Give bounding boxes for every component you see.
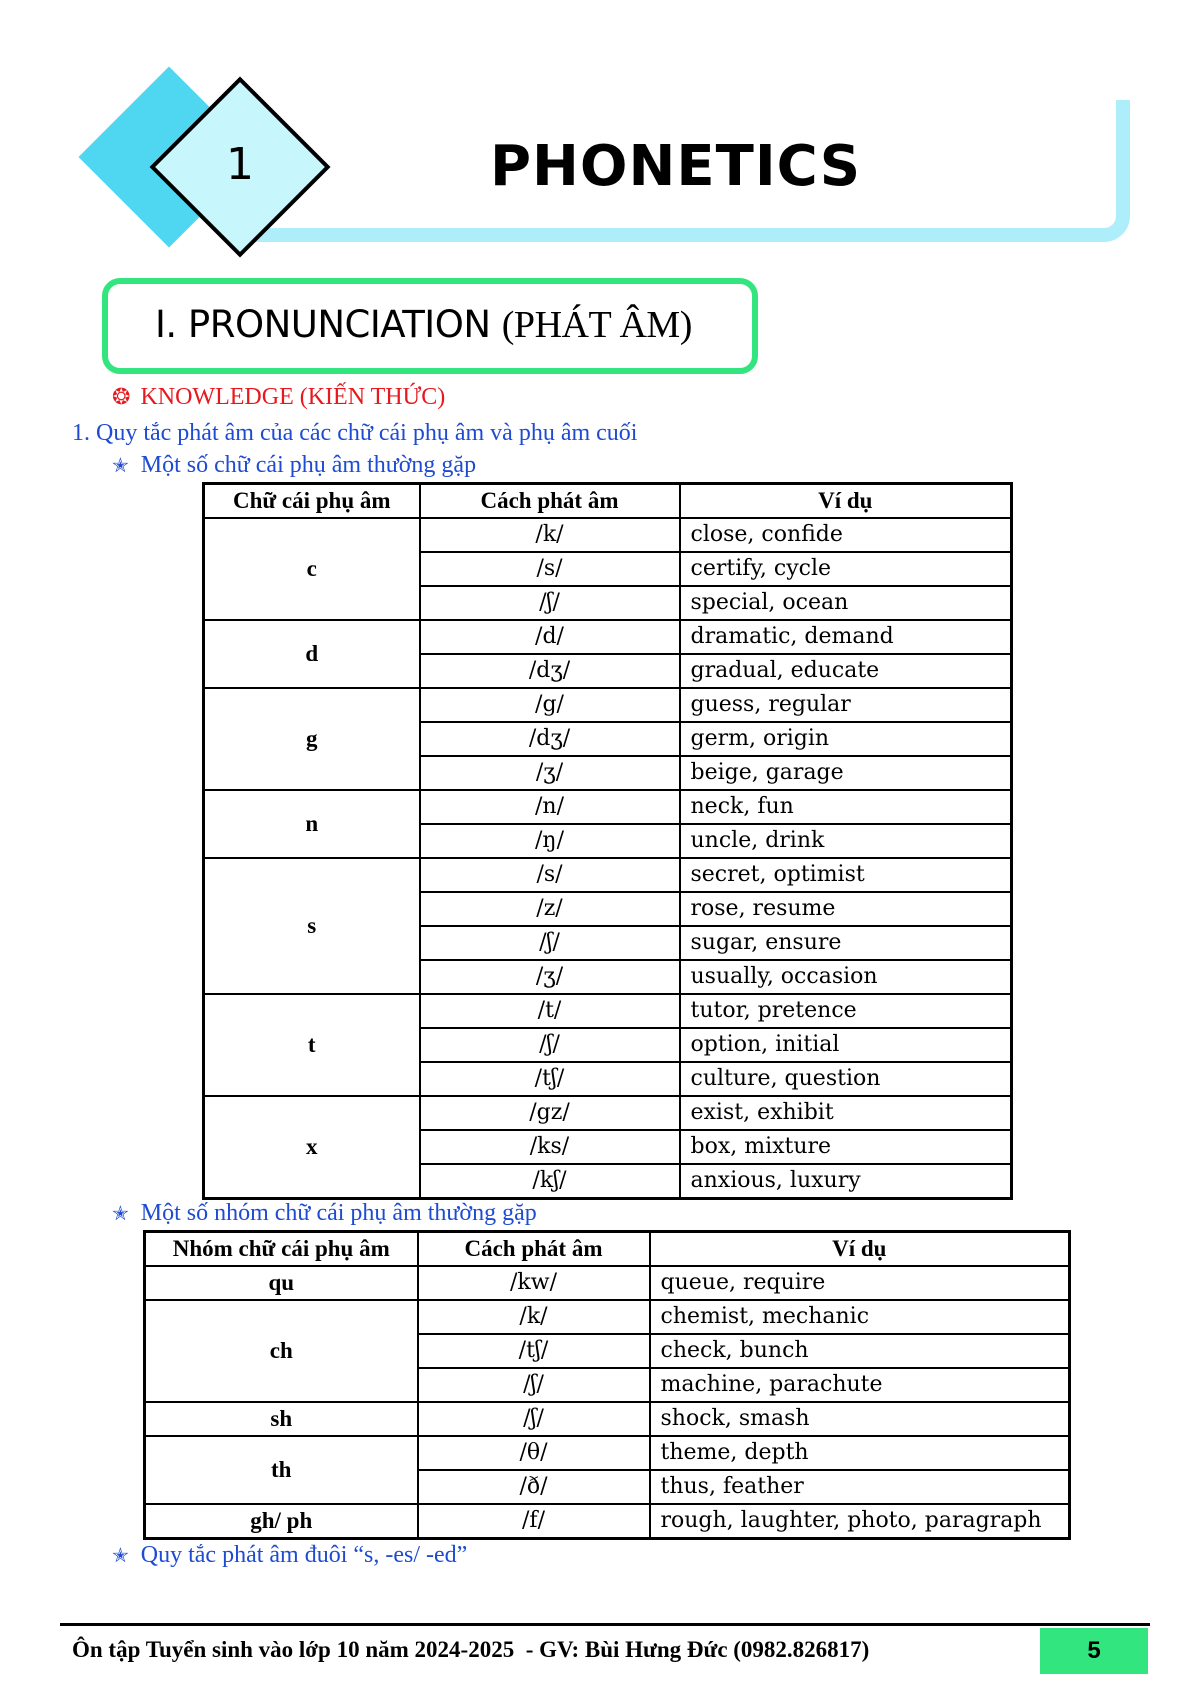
table-row (204, 790, 1012, 824)
pronunciation-cell: /ʒ/ (420, 960, 680, 994)
pronunciation-cell: /ŋ/ (420, 824, 680, 858)
letter-cell: g (204, 688, 420, 790)
star-bullet-icon: ✭ (112, 1203, 129, 1225)
example-cell: secret, optimist (680, 858, 1012, 892)
subheading-consonant-letters (112, 450, 476, 481)
pronunciation-cell: /ʃ/ (420, 926, 680, 960)
section-title-en: I. PRONUNCIATION (155, 303, 491, 346)
example-cell: gradual, educate (680, 654, 1012, 688)
pronunciation-cell: /ks/ (420, 1130, 680, 1164)
pronunciation-cell: /ʃ/ (420, 586, 680, 620)
knowledge-heading (112, 382, 445, 412)
column-header: Chữ cái phụ âm (204, 484, 420, 519)
pronunciation-cell: /f/ (418, 1504, 650, 1539)
letter-cell: x (204, 1096, 420, 1199)
section-title-vi: (PHÁT ÂM) (501, 304, 692, 346)
column-header: Ví dụ (650, 1232, 1070, 1267)
pronunciation-cell: /gz/ (420, 1096, 680, 1130)
table-row (145, 1402, 1070, 1436)
pronunciation-cell: /dʒ/ (420, 722, 680, 756)
chapter-title: PHONETICS (490, 134, 862, 199)
letter-cell: c (204, 518, 420, 620)
example-cell: box, mixture (680, 1130, 1012, 1164)
subheading-label: Một số chữ cái phụ âm thường gặp (140, 452, 477, 478)
letter-cell: th (145, 1436, 418, 1504)
table-row (204, 688, 1012, 722)
example-cell: special, ocean (680, 586, 1012, 620)
flower-bullet-icon: ❂ (112, 384, 131, 409)
pronunciation-cell: /g/ (420, 688, 680, 722)
letter-cell: s (204, 858, 420, 994)
pronunciation-cell: /s/ (420, 552, 680, 586)
example-cell: certify, cycle (680, 552, 1012, 586)
table-row (145, 1504, 1070, 1539)
pronunciation-cell: /tʃ/ (420, 1062, 680, 1096)
example-cell: culture, question (680, 1062, 1012, 1096)
column-header: Nhóm chữ cái phụ âm (145, 1232, 418, 1267)
letter-cell: qu (145, 1266, 418, 1300)
section-title (155, 300, 692, 350)
example-cell: machine, parachute (650, 1368, 1070, 1402)
table-row (145, 1300, 1070, 1334)
subheading-label: Quy tắc phát âm đuôi “s, -es/ -ed” (140, 1542, 468, 1568)
example-cell: dramatic, demand (680, 620, 1012, 654)
table-row (204, 858, 1012, 892)
letter-cell: d (204, 620, 420, 688)
example-cell: theme, depth (650, 1436, 1070, 1470)
table-row (204, 518, 1012, 552)
example-cell: tutor, pretence (680, 994, 1012, 1028)
pronunciation-cell: /ʃ/ (418, 1368, 650, 1402)
page-number: 5 (1040, 1628, 1148, 1674)
pronunciation-cell: /k/ (420, 518, 680, 552)
example-cell: rose, resume (680, 892, 1012, 926)
star-bullet-icon: ✭ (112, 1545, 129, 1567)
subheading-ending-rules (112, 1540, 467, 1571)
example-cell: chemist, mechanic (650, 1300, 1070, 1334)
pronunciation-cell: /s/ (420, 858, 680, 892)
example-cell: usually, occasion (680, 960, 1012, 994)
table-row (145, 1436, 1070, 1470)
table-row (204, 994, 1012, 1028)
example-cell: exist, exhibit (680, 1096, 1012, 1130)
pronunciation-cell: /ʃ/ (420, 1028, 680, 1062)
example-cell: queue, require (650, 1266, 1070, 1300)
table-header-row (145, 1232, 1070, 1267)
pronunciation-cell: /kw/ (418, 1266, 650, 1300)
table-header-row (204, 484, 1012, 519)
example-cell: anxious, luxury (680, 1164, 1012, 1199)
table-row (145, 1266, 1070, 1300)
knowledge-label: KNOWLEDGE (KIẾN THỨC) (140, 384, 446, 410)
subheading-consonant-groups (112, 1198, 537, 1229)
table-row (204, 1096, 1012, 1130)
letter-cell: ch (145, 1300, 418, 1402)
example-cell: guess, regular (680, 688, 1012, 722)
example-cell: thus, feather (650, 1470, 1070, 1504)
pronunciation-cell: /ð/ (418, 1470, 650, 1504)
example-cell: germ, origin (680, 722, 1012, 756)
pronunciation-cell: /t/ (420, 994, 680, 1028)
pronunciation-cell: /z/ (420, 892, 680, 926)
pronunciation-cell: /θ/ (418, 1436, 650, 1470)
pronunciation-cell: /dʒ/ (420, 654, 680, 688)
chapter-number: 1 (226, 139, 254, 190)
example-cell: beige, garage (680, 756, 1012, 790)
example-cell: close, confide (680, 518, 1012, 552)
example-cell: sugar, ensure (680, 926, 1012, 960)
column-header: Ví dụ (680, 484, 1012, 519)
star-bullet-icon: ✭ (112, 455, 129, 477)
table-row (204, 620, 1012, 654)
example-cell: shock, smash (650, 1402, 1070, 1436)
column-header: Cách phát âm (418, 1232, 650, 1267)
footer-text: Ôn tập Tuyển sinh vào lớp 10 năm 2024-2025 - GV: Bùi Hưng Đức (0982.826817) (72, 1637, 870, 1662)
letter-cell: n (204, 790, 420, 858)
consonant-groups-table (143, 1230, 1071, 1540)
pronunciation-cell: /tʃ/ (418, 1334, 650, 1368)
pronunciation-cell: /n/ (420, 790, 680, 824)
pronunciation-cell: /d/ (420, 620, 680, 654)
pronunciation-cell: /ʒ/ (420, 756, 680, 790)
footer-divider (60, 1623, 1150, 1626)
letter-cell: t (204, 994, 420, 1096)
pronunciation-cell: /kʃ/ (420, 1164, 680, 1199)
pronunciation-cell: /ʃ/ (418, 1402, 650, 1436)
example-cell: uncle, drink (680, 824, 1012, 858)
letter-cell: gh/ ph (145, 1504, 418, 1539)
consonant-letters-table (202, 482, 1013, 1200)
example-cell: neck, fun (680, 790, 1012, 824)
example-cell: check, bunch (650, 1334, 1070, 1368)
letter-cell: sh (145, 1402, 418, 1436)
example-cell: rough, laughter, photo, paragraph (650, 1504, 1070, 1539)
pronunciation-cell: /k/ (418, 1300, 650, 1334)
column-header: Cách phát âm (420, 484, 680, 519)
example-cell: option, initial (680, 1028, 1012, 1062)
rule-1-title: 1. Quy tắc phát âm của các chữ cái phụ âm và phụ âm cuối (72, 420, 638, 446)
subheading-label: Một số nhóm chữ cái phụ âm thường gặp (140, 1200, 537, 1226)
